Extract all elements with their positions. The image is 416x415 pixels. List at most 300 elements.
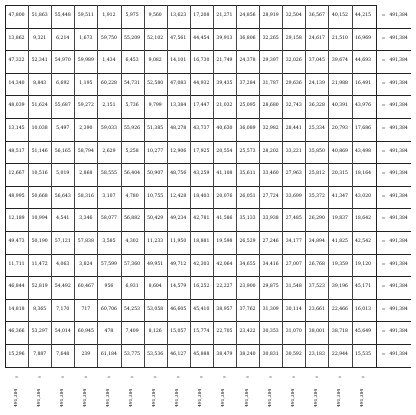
column-divider xyxy=(328,231,329,254)
grid-cell: 36,328 xyxy=(308,103,325,109)
column-divider xyxy=(282,344,283,367)
grid-cell: 4,302 xyxy=(125,239,139,244)
grid-cell: 239 xyxy=(81,352,91,357)
grid-cell: 35,372 xyxy=(308,193,325,199)
row-equals-sign: = xyxy=(381,239,386,245)
column-divider xyxy=(352,186,353,209)
grid-cell: 60,228 xyxy=(100,80,117,86)
column-divider xyxy=(51,28,52,51)
grid-cell: 14,101 xyxy=(170,58,187,64)
column-divider xyxy=(213,344,214,367)
grid-cell: 27,963 xyxy=(285,171,302,177)
column-divider xyxy=(282,50,283,73)
column-total: 491,384 xyxy=(175,388,181,408)
column-divider xyxy=(74,73,75,96)
grid-cell: 32,982 xyxy=(262,126,279,131)
grid-cell: 1,912 xyxy=(102,13,116,18)
column-divider xyxy=(259,231,260,254)
row-total: 491,384 xyxy=(389,80,408,86)
grid-cell: 16,491 xyxy=(355,80,372,86)
grid-cell: 15,296 xyxy=(8,352,25,357)
column-divider xyxy=(259,321,260,344)
table-row xyxy=(5,231,411,255)
grid-cell: 3,107 xyxy=(102,193,116,199)
grid-cell: 15,535 xyxy=(355,352,372,357)
grid-cell: 13,862 xyxy=(8,35,25,41)
grid-cell: 19,837 xyxy=(331,216,348,222)
row-equals-sign: = xyxy=(381,126,386,132)
column-divider xyxy=(328,118,329,141)
column-divider xyxy=(352,321,353,344)
column-divider xyxy=(74,321,75,344)
grid-cell: 6,453 xyxy=(125,58,139,64)
grid-cell: 7,409 xyxy=(125,329,139,335)
grid-cell: 34,177 xyxy=(285,239,302,244)
column-divider xyxy=(28,208,29,231)
grid-cell: 44,454 xyxy=(193,35,210,41)
column-divider xyxy=(144,73,145,96)
column-divider xyxy=(213,118,214,141)
grid-cell: 31,787 xyxy=(262,80,279,86)
column-divider xyxy=(97,50,98,73)
table-row xyxy=(5,141,411,165)
column-divider xyxy=(144,208,145,231)
grid-cell: 51,863 xyxy=(31,13,48,18)
grid-cell: 12,906 xyxy=(170,148,187,154)
column-equals-sign: = xyxy=(292,374,296,379)
column-divider xyxy=(121,321,122,344)
grid-cell: 22,466 xyxy=(331,306,348,312)
grid-cell: 10,994 xyxy=(31,216,48,222)
grid-cell: 27,246 xyxy=(262,239,279,244)
grid-cell: 32,265 xyxy=(262,35,279,41)
column-divider xyxy=(144,95,145,118)
grid-cell: 41,825 xyxy=(331,239,348,244)
column-divider xyxy=(121,118,122,141)
column-divider xyxy=(97,163,98,186)
column-divider xyxy=(328,276,329,299)
grid-cell: 50,668 xyxy=(31,193,48,199)
column-divider xyxy=(236,276,237,299)
column-divider xyxy=(74,28,75,51)
grid-cell: 26,290 xyxy=(308,216,325,222)
column-divider xyxy=(144,141,145,164)
column-divider xyxy=(352,231,353,254)
grid-cell: 41,347 xyxy=(331,193,348,199)
grid-cell: 26,051 xyxy=(239,193,256,199)
column-divider xyxy=(328,186,329,209)
column-divider xyxy=(28,163,29,186)
column-divider xyxy=(51,299,52,322)
column-divider xyxy=(305,95,306,118)
column-divider xyxy=(305,254,306,277)
column-divider xyxy=(121,141,122,164)
row-total: 491,384 xyxy=(389,148,408,154)
column-equals-sign: = xyxy=(176,374,180,379)
column-divider xyxy=(305,344,306,367)
column-divider xyxy=(328,344,329,367)
table-row xyxy=(5,299,411,323)
grid-cell: 14,579 xyxy=(170,284,187,290)
column-divider xyxy=(28,95,29,118)
grid-cell: 54,731 xyxy=(124,80,141,86)
column-divider xyxy=(121,186,122,209)
column-divider xyxy=(352,208,353,231)
column-divider xyxy=(144,5,145,28)
grid-cell: 58,794 xyxy=(77,148,94,154)
column-divider xyxy=(97,208,98,231)
grid-cell: 50,429 xyxy=(147,216,164,222)
column-divider xyxy=(167,73,168,96)
grid-cell: 27,007 xyxy=(285,261,302,267)
grid-cell: 44,215 xyxy=(355,13,372,18)
grid-cell: 4,780 xyxy=(125,193,139,199)
column-divider xyxy=(97,299,98,322)
column-divider xyxy=(352,118,353,141)
grid-cell: 29,636 xyxy=(285,80,302,86)
column-equals-sign: = xyxy=(84,374,88,379)
row-total: 491,384 xyxy=(389,216,408,222)
grid-cell: 54,014 xyxy=(54,329,71,335)
column-divider xyxy=(144,276,145,299)
grid-cell: 22,705 xyxy=(216,329,233,335)
column-divider xyxy=(190,254,191,277)
grid-cell: 48,995 xyxy=(8,193,25,199)
column-total: 491,384 xyxy=(82,388,88,408)
grid-cell: 25,573 xyxy=(239,148,256,154)
grid-cell: 4,541 xyxy=(56,216,70,222)
grid-cell: 58,077 xyxy=(100,216,117,222)
column-divider xyxy=(213,186,214,209)
grid-cell: 8,365 xyxy=(33,306,47,312)
column-equals-sign: = xyxy=(222,374,227,379)
column-divider xyxy=(305,186,306,209)
row-total: 491,384 xyxy=(389,58,408,64)
column-divider xyxy=(305,73,306,96)
column-divider xyxy=(51,5,52,28)
column-divider xyxy=(259,344,260,367)
column-equals-sign: = xyxy=(315,374,319,379)
column-total-cell xyxy=(191,374,211,414)
grid-cell: 40,630 xyxy=(216,126,233,131)
column-divider xyxy=(259,118,260,141)
column-divider xyxy=(190,50,191,73)
column-divider xyxy=(121,208,122,231)
grid-cell: 41,586 xyxy=(216,216,233,222)
column-divider xyxy=(121,73,122,96)
grid-cell: 33,221 xyxy=(285,148,302,154)
column-divider xyxy=(144,118,145,141)
grid-cell: 21,988 xyxy=(331,80,348,86)
column-divider xyxy=(51,321,52,344)
grid-cell: 46,844 xyxy=(8,284,25,290)
row-equals-sign: = xyxy=(381,261,386,268)
column-divider xyxy=(352,344,353,367)
grid-cell: 46,127 xyxy=(170,352,187,357)
column-divider xyxy=(167,276,168,299)
grid-cell: 12,428 xyxy=(170,193,187,199)
column-equals-sign: = xyxy=(199,374,203,379)
grid-cell: 38,957 xyxy=(216,306,233,312)
column-divider xyxy=(282,321,283,344)
grid-cell: 36,567 xyxy=(308,13,325,18)
column-divider xyxy=(28,141,29,164)
column-total-cell xyxy=(330,374,350,414)
table-row xyxy=(5,95,411,119)
grid-cell: 60,706 xyxy=(100,306,117,312)
column-total: 491,384 xyxy=(360,388,365,408)
row-total: 491,384 xyxy=(389,13,408,18)
column-divider xyxy=(74,95,75,118)
column-divider xyxy=(282,231,283,254)
grid-cell: 21,271 xyxy=(216,13,233,18)
column-divider xyxy=(167,95,168,118)
column-divider xyxy=(236,231,237,254)
column-divider xyxy=(213,28,214,51)
grid-cell: 59,750 xyxy=(100,35,117,41)
grid-cell: 52,819 xyxy=(31,284,48,290)
column-divider xyxy=(328,299,329,322)
grid-cell: 47,561 xyxy=(170,35,187,41)
grid-cell: 38,240 xyxy=(239,352,256,357)
column-divider xyxy=(97,186,98,209)
grid-cell: 41,108 xyxy=(216,171,233,177)
column-equals-sign: = xyxy=(107,374,111,379)
grid-cell: 28,202 xyxy=(262,148,279,154)
column-total: 491,384 xyxy=(290,388,296,408)
grid-cell: 37,523 xyxy=(308,284,325,290)
column-divider xyxy=(236,321,237,344)
grid-cell: 48,517 xyxy=(8,148,25,154)
column-divider xyxy=(97,5,98,28)
column-divider xyxy=(305,208,306,231)
column-divider xyxy=(305,299,306,322)
column-divider xyxy=(28,231,29,254)
grid-cell: 12,667 xyxy=(8,171,25,177)
grid-cell: 30,831 xyxy=(262,352,279,357)
column-divider xyxy=(97,321,98,344)
column-divider xyxy=(305,231,306,254)
grid-cell: 478 xyxy=(104,329,114,335)
grid-cell: 49,712 xyxy=(170,261,187,267)
grid-cell: 6,931 xyxy=(125,284,139,290)
column-divider xyxy=(167,231,168,254)
grid-cell: 9,560 xyxy=(148,13,162,18)
grid-cell: 2,868 xyxy=(79,171,93,177)
column-divider xyxy=(97,344,98,367)
grid-cell: 31,070 xyxy=(285,329,302,335)
grid-cell: 57,360 xyxy=(124,261,141,267)
column-divider xyxy=(121,344,122,367)
column-divider xyxy=(28,50,29,73)
grid-cell: 27,485 xyxy=(285,216,302,222)
grid-cell: 28,680 xyxy=(262,103,279,109)
grid-cell: 46,366 xyxy=(8,329,25,335)
column-total: 491,384 xyxy=(336,388,342,408)
grid-cell: 7,648 xyxy=(56,352,70,357)
column-divider xyxy=(236,186,237,209)
table-row xyxy=(5,28,411,52)
column-divider xyxy=(352,5,353,28)
column-divider xyxy=(213,73,214,96)
grid-cell: 2,390 xyxy=(79,126,93,131)
grid-cell: 23,900 xyxy=(239,284,256,290)
grid-cell: 56,643 xyxy=(54,193,71,199)
grid-cell: 15,774 xyxy=(193,329,210,335)
grid-cell: 49,951 xyxy=(147,261,164,267)
column-divider xyxy=(213,95,214,118)
grid-cell: 11,711 xyxy=(8,261,25,267)
grid-cell: 48,278 xyxy=(170,126,187,131)
column-divider xyxy=(282,254,283,277)
grid-cell: 55,448 xyxy=(54,13,71,18)
grid-cell: 43,259 xyxy=(193,171,210,177)
grid-cell: 19,120 xyxy=(355,261,372,267)
grid-cell: 26,768 xyxy=(308,261,325,267)
column-divider xyxy=(167,299,168,322)
grid-cell: 1,434 xyxy=(102,58,116,64)
column-divider xyxy=(121,95,122,118)
grid-cell: 33,699 xyxy=(285,193,302,199)
grid-cell: 39,913 xyxy=(216,35,233,41)
column-divider xyxy=(236,208,237,231)
grid-cell: 23,183 xyxy=(308,352,325,357)
column-divider xyxy=(51,231,52,254)
column-divider xyxy=(328,50,329,73)
column-divider xyxy=(144,299,145,322)
column-divider xyxy=(167,344,168,367)
grid-cell: 16,013 xyxy=(355,306,372,312)
table-row xyxy=(5,321,411,345)
row-equals-sign: = xyxy=(381,103,386,110)
grid-cell: 22,944 xyxy=(331,352,348,357)
column-total-cell xyxy=(99,374,119,414)
grid-cell: 7,887 xyxy=(33,352,47,357)
column-total: 491,384 xyxy=(198,388,204,408)
grid-cell: 32,026 xyxy=(285,58,302,64)
column-divider xyxy=(74,118,75,141)
column-equals-sign: = xyxy=(338,374,342,379)
row-total: 491,384 xyxy=(389,306,408,312)
column-divider xyxy=(28,186,29,209)
grid-cell: 42,781 xyxy=(193,216,210,222)
grid-cell: 29,875 xyxy=(262,284,279,290)
grid-cell: 54,253 xyxy=(124,306,141,312)
column-equals-sign: = xyxy=(130,374,134,379)
table-row xyxy=(5,50,411,74)
column-divider xyxy=(305,28,306,51)
grid-cell: 51,624 xyxy=(31,103,48,109)
column-total: 491,384 xyxy=(105,388,111,408)
column-divider xyxy=(282,299,283,322)
grid-cell: 24,617 xyxy=(308,35,325,41)
grid-cell: 35,133 xyxy=(239,216,256,222)
row-equals-sign: = xyxy=(381,306,386,313)
column-divider xyxy=(305,276,306,299)
column-divider xyxy=(259,73,260,96)
grid-cell: 38,718 xyxy=(331,329,348,335)
grid-cell: 4,063 xyxy=(56,261,70,267)
column-divider xyxy=(144,321,145,344)
grid-cell: 45,171 xyxy=(355,284,372,290)
grid-cell: 28,441 xyxy=(285,126,302,131)
column-divider xyxy=(144,50,145,73)
column-divider xyxy=(352,95,353,118)
column-divider xyxy=(352,73,353,96)
column-divider xyxy=(51,254,52,277)
grid-cell: 18,403 xyxy=(193,193,210,199)
grid-cell: 39,674 xyxy=(331,58,348,64)
grid-cell: 3,346 xyxy=(79,216,93,222)
grid-cell: 10,038 xyxy=(31,126,48,131)
grid-cell: 56,404 xyxy=(124,171,141,177)
grid-cell: 6,214 xyxy=(56,35,70,41)
column-divider xyxy=(51,50,52,73)
grid-cell: 58,555 xyxy=(100,171,117,177)
grid-cell: 21,510 xyxy=(331,35,348,41)
grid-cell: 15,057 xyxy=(170,329,187,335)
column-divider xyxy=(259,28,260,51)
grid-cell: 49,234 xyxy=(170,216,187,222)
column-divider xyxy=(213,163,214,186)
grid-cell: 49,473 xyxy=(8,239,25,244)
column-divider xyxy=(121,299,122,322)
grid-cell: 5,258 xyxy=(125,148,139,154)
column-divider xyxy=(97,118,98,141)
grid-cell: 19,598 xyxy=(216,239,233,244)
column-total-cell xyxy=(122,374,142,414)
grid-cell: 18,642 xyxy=(355,216,372,222)
column-total-cell xyxy=(76,374,96,414)
grid-cell: 56,165 xyxy=(54,148,71,154)
column-divider xyxy=(213,254,214,277)
grid-cell: 5,975 xyxy=(125,13,139,18)
column-total-cell xyxy=(214,374,234,414)
column-total-cell xyxy=(30,374,50,414)
column-divider xyxy=(236,28,237,51)
grid-cell: 30,114 xyxy=(285,306,302,312)
column-divider xyxy=(190,299,191,322)
grid-cell: 59,033 xyxy=(100,126,117,131)
column-divider xyxy=(352,276,353,299)
column-divider xyxy=(121,163,122,186)
grid-cell: 43,020 xyxy=(355,193,372,199)
grid-cell: 34,416 xyxy=(262,261,279,267)
column-divider xyxy=(51,344,52,367)
column-divider xyxy=(328,95,329,118)
grid-cell: 9,321 xyxy=(33,35,47,41)
grid-cell: 42,542 xyxy=(355,239,372,244)
table-row xyxy=(5,344,411,368)
column-divider xyxy=(213,141,214,164)
grid-cell: 45,888 xyxy=(193,352,210,357)
grid-cell: 24,378 xyxy=(239,58,256,64)
column-divider xyxy=(328,208,329,231)
grid-cell: 31,548 xyxy=(285,284,302,290)
column-total: 491,384 xyxy=(129,388,134,408)
column-divider xyxy=(144,344,145,367)
column-total: 491,384 xyxy=(244,388,250,408)
column-divider xyxy=(282,276,283,299)
grid-cell: 14,818 xyxy=(8,306,25,312)
column-divider xyxy=(121,50,122,73)
grid-cell: 2,151 xyxy=(102,103,116,109)
grid-cell: 34,655 xyxy=(239,261,256,267)
column-divider xyxy=(167,186,168,209)
column-divider xyxy=(190,344,191,367)
column-divider xyxy=(51,118,52,141)
column-divider xyxy=(352,163,353,186)
